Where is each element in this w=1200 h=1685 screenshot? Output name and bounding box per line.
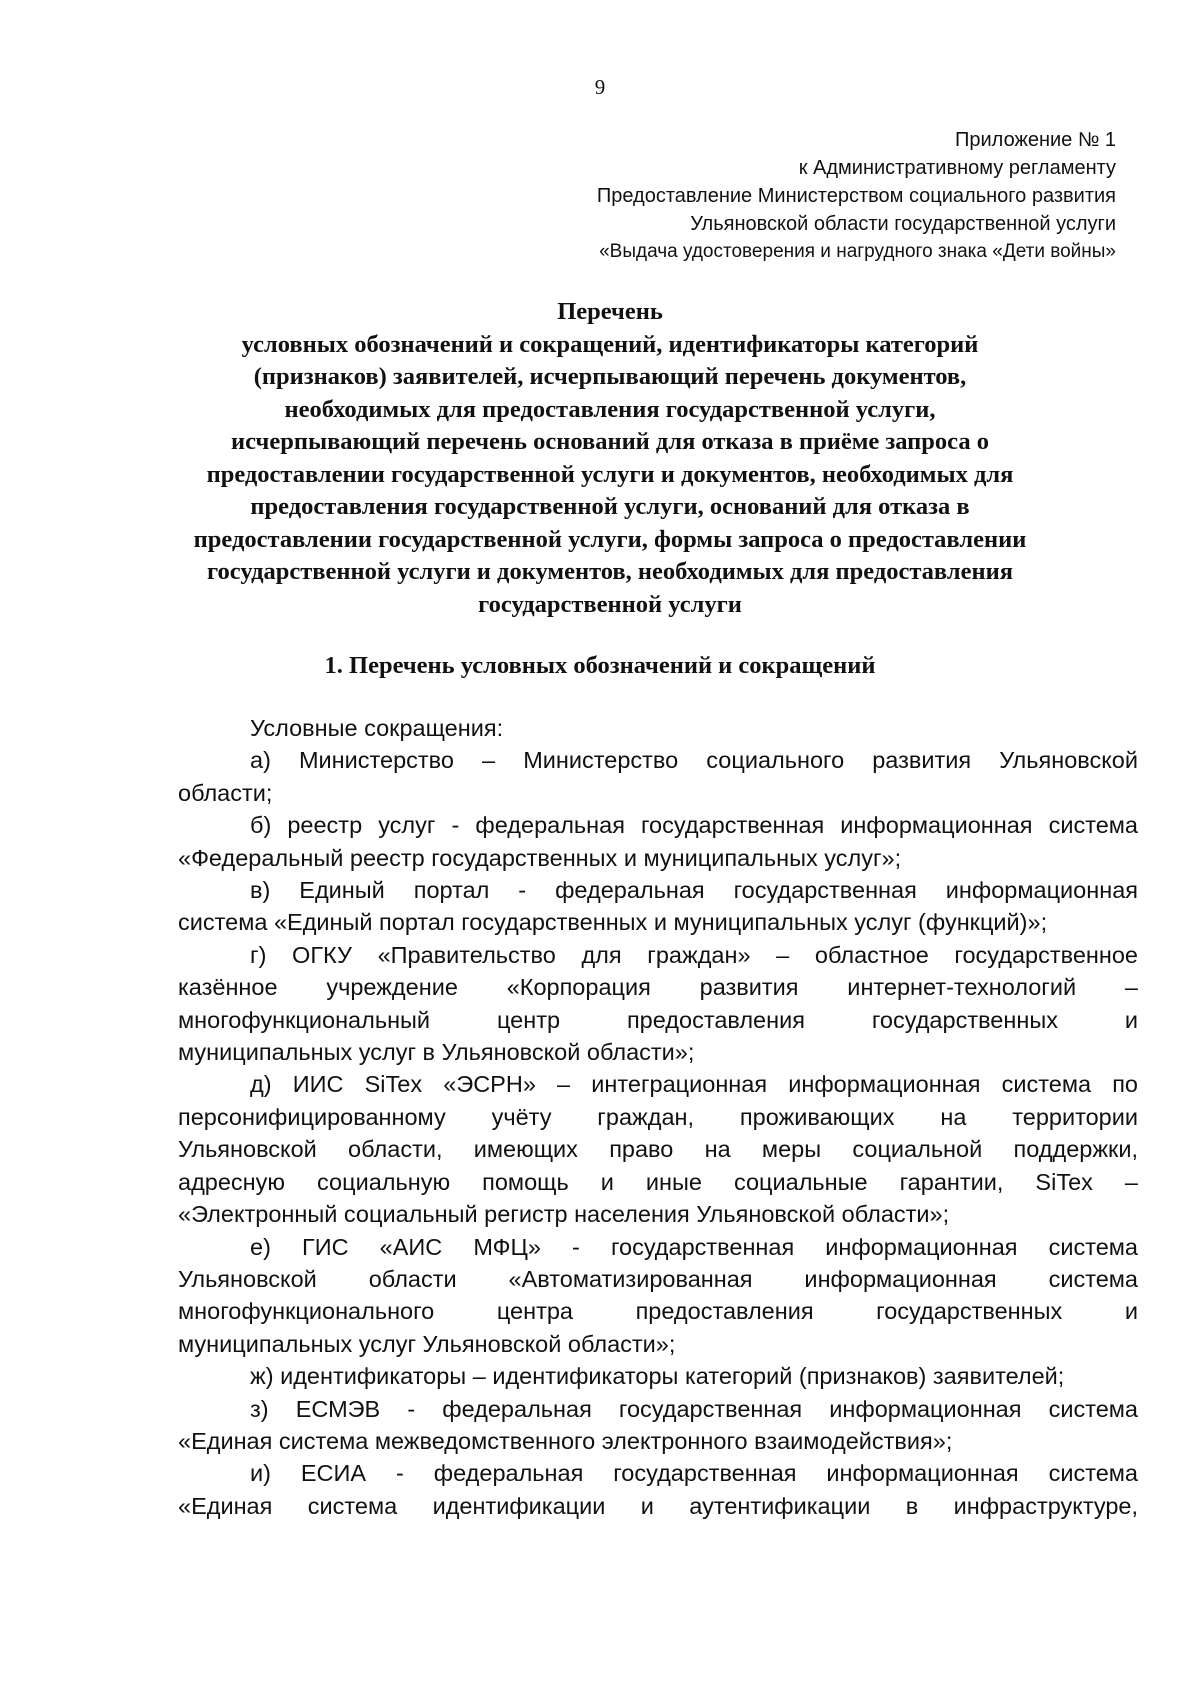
title-line: предоставления государственной услуги, оснований для отказа в: [250, 493, 970, 520]
appendix-header: [416, 126, 1116, 266]
body-line: и) ЕСИА - федеральная государственная информационная система: [250, 1460, 1138, 1487]
body-line: муниципальных услуг в Ульяновской области»;: [178, 1039, 695, 1066]
body-line: б) реестр услуг - федеральная государственная информационная система: [250, 812, 1138, 839]
title-line: условных обозначений и сокращений, идентификаторы категорий: [241, 330, 979, 358]
title-line: необходимых для предоставления государственной услуги,: [284, 395, 936, 423]
appendix-line: к Административному регламенту: [798, 157, 1116, 179]
title-line: государственной услуги: [478, 590, 742, 618]
page-number: 9: [594, 75, 606, 99]
section-body: [178, 712, 1138, 1522]
title-line: (признаков) заявителей, исчерпывающий перечень документов,: [253, 363, 967, 390]
body-line: «Единая система межведомственного электронного взаимодействия»;: [178, 1427, 953, 1454]
body-line: а) Министерство – Министерство социального развития Ульяновской: [250, 747, 1138, 774]
title-line: исчерпывающий перечень оснований для отказа в приёме запроса о: [231, 428, 989, 455]
section-heading: 1. Перечень условных обозначений и сокращений: [324, 652, 876, 679]
body-line: в) Единый портал - федеральная государственная информационная: [250, 877, 1138, 904]
body-line: казённое учреждение «Корпорация развития интернет-технологий –: [178, 974, 1138, 1001]
body-line: «Единая система идентификации и аутентификации в инфраструктуре,: [178, 1492, 1138, 1519]
appendix-line: Предоставление Министерством социального развития: [596, 185, 1116, 207]
body-line: «Федеральный реестр государственных и муниципальных услуг»;: [178, 844, 902, 871]
document-title: [150, 296, 1070, 621]
body-line: Ульяновской области, имеющих право на меры социальной поддержки,: [178, 1136, 1138, 1163]
appendix-line: Приложение № 1: [955, 129, 1116, 151]
body-line: муниципальных услуг Ульяновской области»;: [178, 1330, 676, 1357]
body-line: области;: [178, 779, 273, 806]
title-line: государственной услуги и документов, необходимых для предоставления: [207, 558, 1013, 585]
body-line: е) ГИС «АИС МФЦ» - государственная информационная система: [250, 1233, 1138, 1260]
title-line: Перечень: [557, 298, 663, 325]
body-line: з) ЕСМЭВ - федеральная государственная информационная система: [250, 1395, 1138, 1422]
title-line: предоставлении государственной услуги и документов, необходимых для: [206, 460, 1014, 488]
appendix-line: Ульяновской области государственной услуги: [690, 213, 1116, 235]
body-line: многофункционального центра предоставления государственных и: [178, 1298, 1138, 1325]
body-line: «Электронный социальный регистр населения Ульяновской области»;: [178, 1201, 950, 1228]
body-line: адресную социальную помощь и иные социальные гарантии, SiTex –: [178, 1168, 1138, 1195]
title-line: предоставлении государственной услуги, формы запроса о предоставлении: [193, 525, 1027, 553]
body-line: ж) идентификаторы – идентификаторы категорий (признаков) заявителей;: [250, 1363, 1065, 1390]
body-line: г) ОГКУ «Правительство для граждан» – областное государственное: [250, 941, 1138, 968]
body-line: Ульяновской области «Автоматизированная информационная система: [178, 1265, 1138, 1292]
body-line: д) ИИС SiTex «ЭСРН» – интеграционная информационная система по: [250, 1071, 1138, 1098]
body-line: система «Единый портал государственных и муниципальных услуг (функций)»;: [178, 909, 1048, 936]
body-line: многофункциональный центр предоставления государственных и: [178, 1006, 1138, 1033]
appendix-line: «Выдача удостоверения и нагрудного знака «Дети войны»: [599, 241, 1116, 262]
body-line: персонифицированному учёту граждан, проживающих на территории: [178, 1103, 1138, 1130]
body-line: Условные сокращения:: [250, 715, 504, 741]
